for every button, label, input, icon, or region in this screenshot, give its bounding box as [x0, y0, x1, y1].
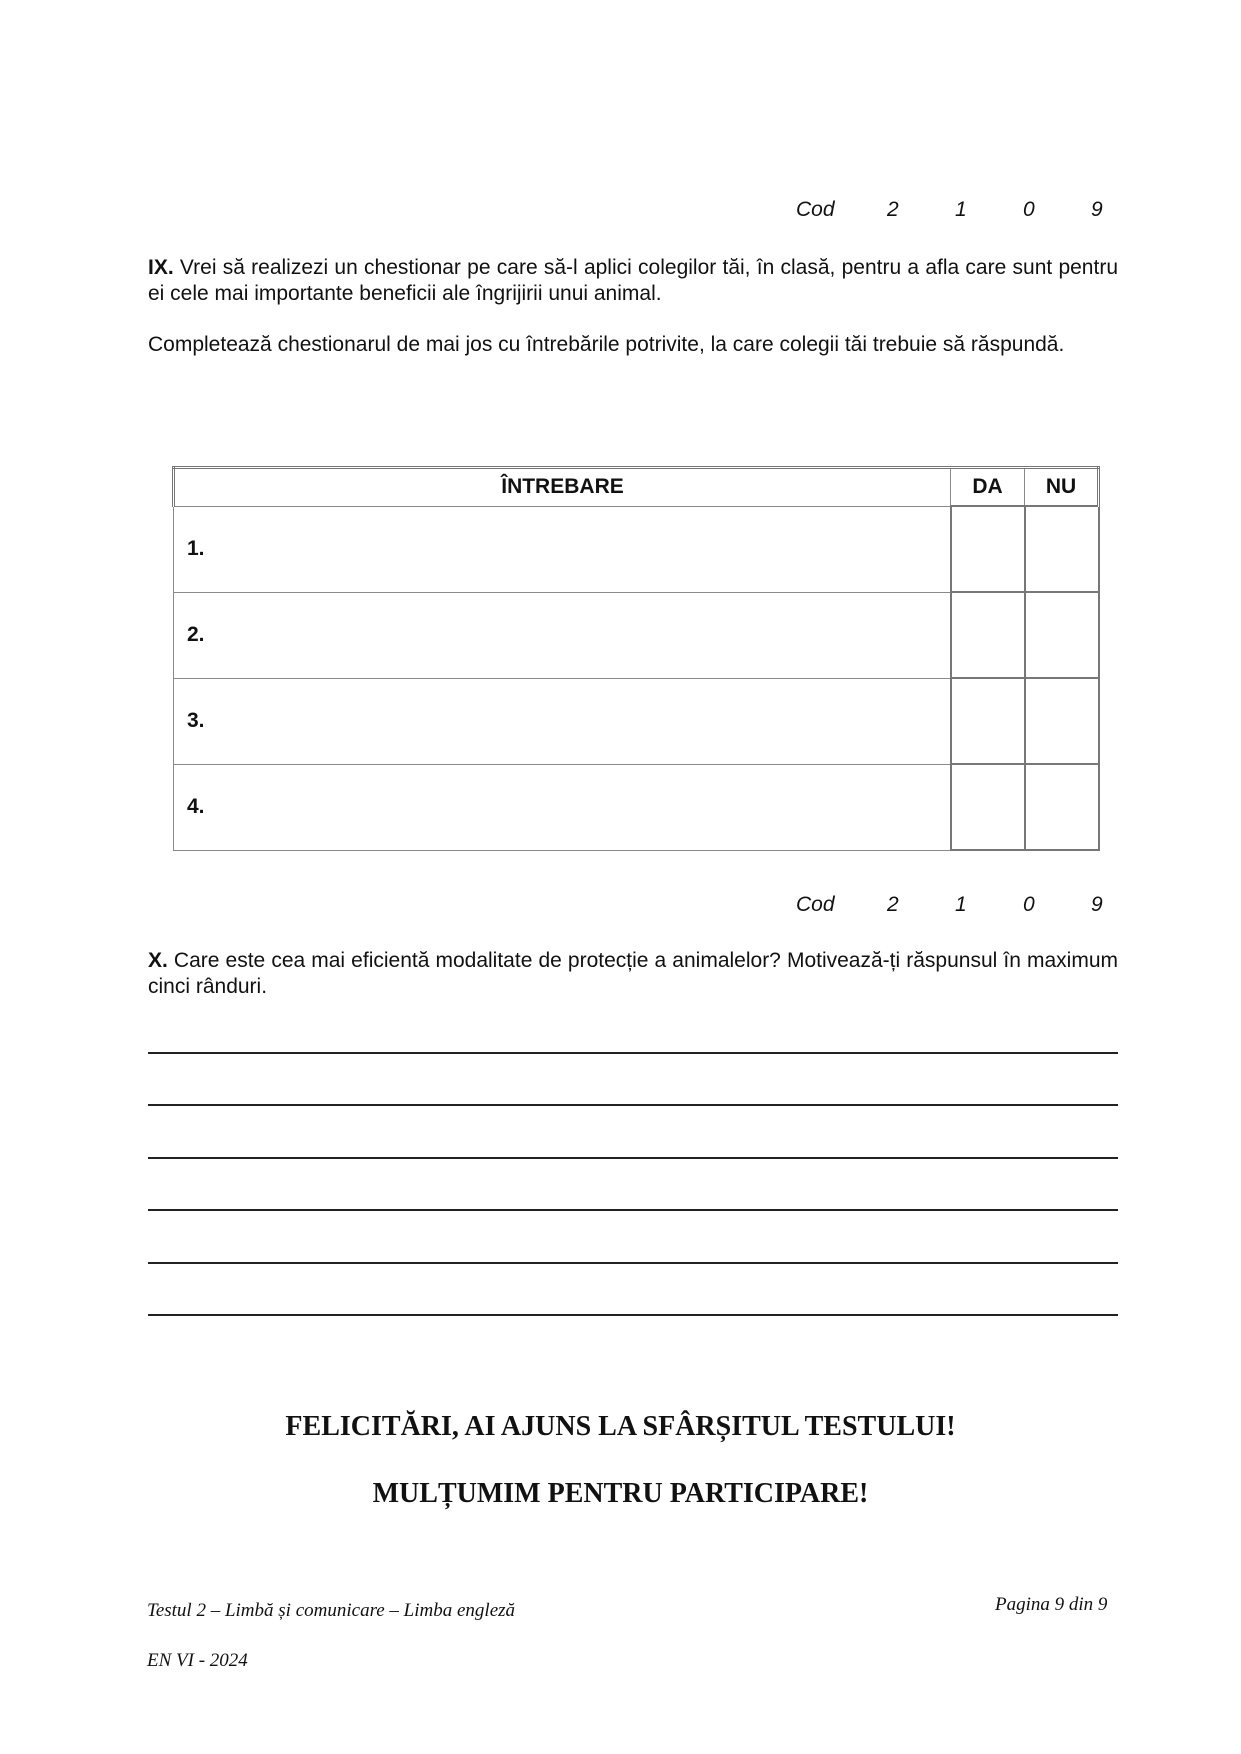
answer-line-4[interactable] [148, 1209, 1118, 1211]
answer-line-2[interactable] [148, 1104, 1118, 1106]
header-yes: DA [951, 468, 1025, 507]
question-field-3[interactable]: 3. [174, 678, 951, 764]
code-label: Cod [796, 198, 835, 221]
section-x-number: X. [148, 949, 168, 972]
code-digit: 9 [1091, 893, 1103, 916]
code-label: Cod [796, 893, 835, 916]
code-digit: 1 [955, 893, 967, 916]
questionnaire-table [172, 466, 1100, 851]
table-row [174, 506, 1099, 592]
question-field-1[interactable]: 1. [174, 506, 951, 592]
footer-exam: EN VI - 2024 [147, 1650, 248, 1671]
answer-line-6[interactable] [148, 1314, 1118, 1316]
section-x-prompt [148, 948, 1118, 1000]
header-no: NU [1025, 468, 1099, 507]
code-digit: 1 [955, 198, 967, 221]
yes-checkbox-1[interactable] [951, 506, 1025, 592]
answer-line-1[interactable] [148, 1052, 1118, 1054]
code-digit: 2 [887, 893, 899, 916]
closing-congrats: FELICITĂRI, AI AJUNS LA SFÂRȘITUL TESTULUI! [285, 1411, 956, 1442]
section-ix-number: IX. [148, 256, 174, 279]
table-row [174, 678, 1099, 764]
code-digit: 0 [1023, 198, 1035, 221]
question-field-2[interactable]: 2. [174, 592, 951, 678]
no-checkbox-4[interactable] [1025, 764, 1099, 850]
section-ix-instruction: Completează chestionarul de mai jos cu întrebările potrivite, la care colegii tăi trebuie să răspundă. [148, 333, 1065, 356]
section-ix-text: Vrei să realizezi un chestionar pe care să-l aplici colegilor tăi, în clasă, pentru a afla care sunt pentru ei cele mai importante beneficii ale îngrijirii unui animal. [148, 256, 1118, 305]
footer-page-number: Pagina 9 din 9 [995, 1594, 1108, 1615]
table-row [174, 764, 1099, 850]
closing-thanks: MULȚUMIM PENTRU PARTICIPARE! [372, 1478, 869, 1509]
answer-line-3[interactable] [148, 1157, 1118, 1159]
table-row [174, 592, 1099, 678]
yes-checkbox-3[interactable] [951, 678, 1025, 764]
code-digit: 0 [1023, 893, 1035, 916]
footer-test-name: Testul 2 – Limbă și comunicare – Limba engleză [147, 1600, 516, 1621]
code-line-top [0, 198, 1241, 224]
section-x-text: Care este cea mai eficientă modalitate de protecție a animalelor? Motivează-ți răspunsul în maximum cinci rânduri. [148, 949, 1118, 998]
yes-checkbox-2[interactable] [951, 592, 1025, 678]
yes-checkbox-4[interactable] [951, 764, 1025, 850]
code-line-bottom [0, 893, 1241, 919]
no-checkbox-2[interactable] [1025, 592, 1099, 678]
code-digit: 2 [887, 198, 899, 221]
header-question: ÎNTREBARE [174, 468, 951, 507]
code-digit: 9 [1091, 198, 1103, 221]
answer-line-5[interactable] [148, 1262, 1118, 1264]
no-checkbox-1[interactable] [1025, 506, 1099, 592]
section-ix-prompt [148, 255, 1118, 307]
no-checkbox-3[interactable] [1025, 678, 1099, 764]
question-field-4[interactable]: 4. [174, 764, 951, 850]
